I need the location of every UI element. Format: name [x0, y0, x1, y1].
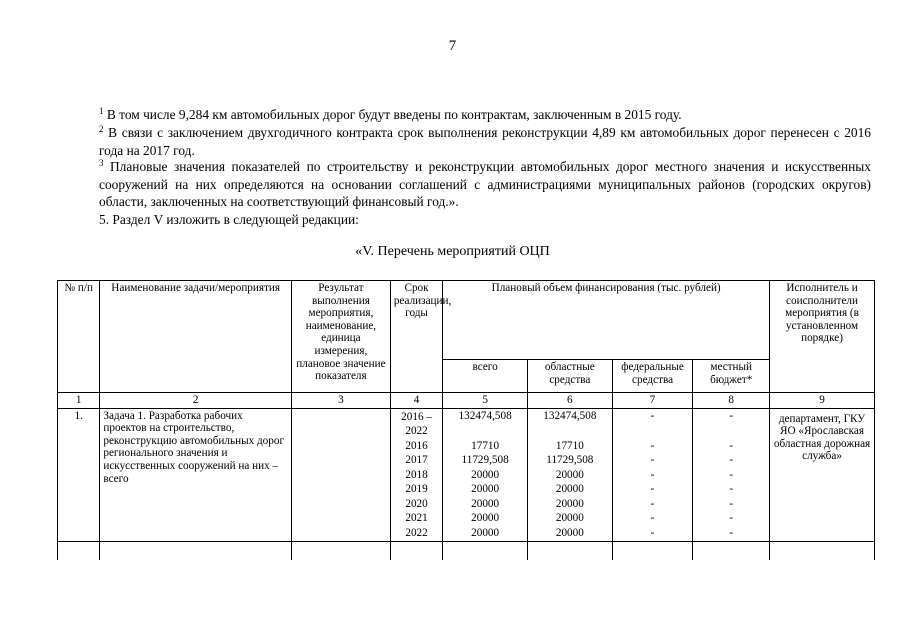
total-cell: 20000 [471, 497, 500, 510]
continuation-cell [527, 542, 612, 561]
federal-cell: - [650, 439, 655, 452]
measures-table [57, 280, 875, 560]
footnote-1 [85, 106, 871, 124]
local-cell: - [729, 512, 734, 525]
federal-cell: - [650, 454, 655, 467]
header-total: всего [443, 360, 528, 393]
year-cell: 2017 [405, 454, 428, 467]
row-federal [612, 408, 693, 542]
year-cell: 2019 [405, 483, 428, 496]
local-cell: - [729, 439, 734, 452]
federal-cell: - [650, 526, 655, 539]
column-numbers-row [58, 393, 875, 409]
local-cell: - [729, 497, 734, 510]
regional-cell: 132474,508 [543, 409, 597, 422]
year-cell: 2020 [405, 497, 428, 510]
continuation-cell [693, 542, 770, 561]
total-cell: 11729,508 [461, 454, 509, 467]
regional-cell: 20000 [555, 483, 584, 496]
row-executor: департамент, ГКУ ЯО «Ярославская областная дорожная служба» [770, 408, 875, 542]
row-regional [527, 408, 612, 542]
col-num-3: 3 [291, 393, 390, 409]
continuation-cell [443, 542, 528, 561]
local-cell: - [729, 468, 734, 481]
footnote-mark: 3 [99, 158, 104, 168]
continuation-cell [390, 542, 442, 561]
federal-cell: - [650, 468, 655, 481]
federal-cell: - [650, 497, 655, 510]
header-name: Наименование задачи/мероприятия [100, 281, 292, 393]
total-cell: 17710 [471, 439, 500, 452]
local-cell: - [729, 526, 734, 539]
col-num-2: 2 [100, 393, 292, 409]
continuation-cell [770, 542, 875, 561]
col-num-5: 5 [443, 393, 528, 409]
regional-cell: 11729,508 [546, 454, 594, 467]
continuation-cell [291, 542, 390, 561]
local-cell: - [729, 483, 734, 496]
header-financing: Плановый объем финансирования (тыс. рублей) [443, 281, 770, 360]
footnote-2 [85, 124, 871, 159]
footnote-mark: 1 [99, 106, 104, 116]
footnote-text: В связи с заключением двухгодичного контракта срок выполнения реконструкции 4,89 км автомобильных дорог перенесен с 2016 года на 2017 год. [99, 125, 871, 158]
year-cell: 2021 [405, 512, 428, 525]
col-num-7: 7 [612, 393, 693, 409]
header-federal: федеральные средства [612, 360, 693, 393]
year-cell: 2016 [405, 439, 428, 452]
total-cell: 20000 [471, 483, 500, 496]
continuation-cell [100, 542, 292, 561]
federal-cell: - [650, 512, 655, 525]
regional-cell: 20000 [555, 468, 584, 481]
row-name: Задача 1. Разработка рабочих проектов на строительство, реконструкцию автомобильных дорог регионального значения и искусственных сооружений на них – всего [100, 408, 292, 542]
table-continuation-row [58, 542, 875, 561]
federal-cell: - [650, 409, 655, 422]
regional-cell: 20000 [555, 497, 584, 510]
header-num: № п/п [58, 281, 100, 393]
footnote-mark: 2 [99, 124, 104, 134]
year-cell: 2022 [405, 526, 428, 539]
header-result: Результат выполнения мероприятия, наименование, единица измерения, плановое значение показателя [291, 281, 390, 393]
row-num: 1. [58, 408, 100, 542]
footnote-text: В том числе 9,284 км автомобильных дорог будут введены по контрактам, заключенным в 2015 году. [106, 107, 682, 122]
section-title: «V. Перечень мероприятий ОЦП [355, 244, 550, 259]
local-cell: - [729, 409, 734, 422]
footnote-3 [85, 158, 871, 211]
header-term: Срок реализации, годы [390, 281, 442, 393]
regional-cell: 20000 [555, 512, 584, 525]
instruction-paragraph: 5. Раздел V изложить в следующей редакции: [99, 212, 359, 227]
year-cell: 2016 – 2022 [401, 410, 432, 437]
total-cell: 20000 [471, 468, 500, 481]
regional-cell: 20000 [555, 526, 584, 539]
continuation-cell [58, 542, 100, 561]
row-local [693, 408, 770, 542]
federal-cell: - [650, 483, 655, 496]
total-cell: 20000 [471, 526, 500, 539]
header-row [58, 281, 875, 360]
total-cell: 132474,508 [458, 409, 512, 422]
year-cell: 2018 [405, 468, 428, 481]
total-cell: 20000 [471, 512, 500, 525]
col-num-6: 6 [527, 393, 612, 409]
footnote-text: Плановые значения показателей по строительству и реконструкции автомобильных дорог местного значения и искусственных сооружений на них определяются на основании соглашений с администрациями муниципальных районов (городских округов) области, заключенных на соответствующий финансовый год.». [99, 159, 871, 209]
regional-cell: 17710 [555, 439, 584, 452]
row-total [443, 408, 528, 542]
row-years [390, 408, 442, 542]
col-num-4: 4 [390, 393, 442, 409]
col-num-9: 9 [770, 393, 875, 409]
col-num-8: 8 [693, 393, 770, 409]
row-result [291, 408, 390, 542]
page-number: 7 [448, 38, 457, 54]
continuation-cell [612, 542, 693, 561]
table-row [58, 408, 875, 542]
local-cell: - [729, 454, 734, 467]
header-regional: областные средства [527, 360, 612, 393]
col-num-1: 1 [58, 393, 100, 409]
header-executor: Исполнитель и соисполнители мероприятия (в установленном порядке) [770, 281, 875, 393]
header-local: местный бюджет* [693, 360, 770, 393]
